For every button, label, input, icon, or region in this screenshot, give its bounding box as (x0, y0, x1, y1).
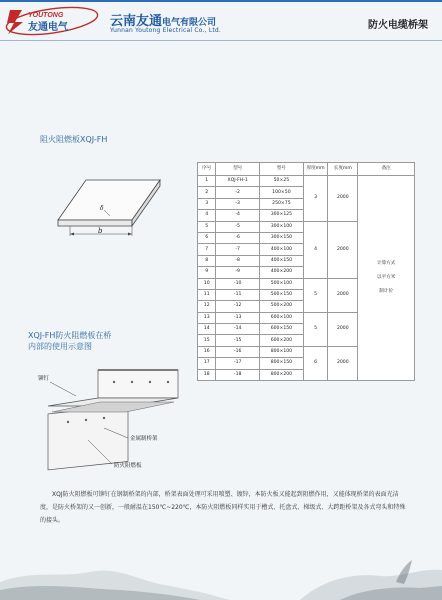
cell-no: 9 (198, 267, 216, 278)
cell-model: -18 (216, 369, 259, 380)
cell-model: -11 (216, 289, 259, 300)
cell-no: 5 (198, 221, 216, 232)
cell-no: 3 (198, 198, 216, 209)
company-name-main: 云南友通 (110, 14, 163, 29)
cell-no: 2 (198, 187, 216, 198)
cell-no: 4 (198, 210, 216, 221)
cell-size: 400×100 (259, 244, 303, 255)
cell-size: 250×75 (259, 198, 303, 209)
ink-landscape-decoration (0, 552, 442, 600)
cell-no: 7 (198, 244, 216, 255)
cell-no: 6 (198, 232, 216, 243)
cell-no: 8 (198, 255, 216, 266)
cell-model: -10 (216, 278, 259, 289)
cell-size: 600×200 (259, 335, 303, 346)
col-header: 长度mm (328, 163, 358, 176)
cell-model: -13 (216, 312, 259, 323)
spec-table (197, 162, 415, 381)
label-metal-tray: 金属制桥架 (130, 436, 158, 442)
cell-model: -2 (216, 187, 259, 198)
cell-model: XQJ-FH-1 (216, 176, 259, 187)
cell-size: 300×100 (259, 221, 303, 232)
cell-size: 100×50 (259, 187, 303, 198)
cell-length: 2000 (328, 346, 358, 380)
product-title: 阻火阻燃板XQJ-FH (40, 135, 108, 144)
cell-size: 500×150 (259, 289, 303, 300)
cell-model: -17 (216, 358, 259, 369)
spec-table-header (198, 163, 415, 176)
cell-no: 13 (198, 312, 216, 323)
remark-line: 制计价 (379, 289, 394, 295)
cell-no: 11 (198, 289, 216, 300)
cell-no: 18 (198, 369, 216, 380)
label-fire-board: 防火阻燃板 (114, 463, 142, 469)
col-header: 型号 (259, 163, 303, 176)
dim-label-thickness: δ (100, 205, 104, 212)
remark-line: 以平方米 (376, 275, 396, 281)
dim-label-width: b (98, 227, 103, 235)
table-row (198, 176, 415, 187)
cell-size: 300×125 (259, 210, 303, 221)
cell-thickness: 4 (303, 221, 327, 278)
cell-model: -16 (216, 346, 259, 357)
cell-model: -5 (216, 221, 259, 232)
tray-usage-drawing (28, 366, 188, 476)
cell-no: 16 (198, 346, 216, 357)
cell-model: -7 (216, 244, 259, 255)
company-logo (4, 6, 104, 36)
cell-length: 2000 (328, 312, 358, 346)
cell-model: -14 (216, 324, 259, 335)
cell-model: -12 (216, 301, 259, 312)
usage-title-line: 内部的使用示意图 (28, 342, 92, 351)
cell-model: -8 (216, 255, 259, 266)
cell-no: 12 (198, 301, 216, 312)
section-title: 防火电缆桥架 (368, 20, 428, 31)
cell-model: -9 (216, 267, 259, 278)
remark-line: 计算方式 (376, 261, 396, 267)
cell-size: 300×150 (259, 232, 303, 243)
cell-length: 2000 (328, 176, 358, 222)
logo-text-en: YOUTONG (28, 12, 64, 19)
cell-size: 400×150 (259, 255, 303, 266)
cell-size: 400×200 (259, 267, 303, 278)
company-name-suffix: 电气有限公司 (162, 18, 217, 28)
cell-thickness: 3 (303, 176, 327, 222)
cell-size: 500×100 (259, 278, 303, 289)
col-header: 序号 (198, 163, 216, 176)
cell-size: 600×150 (259, 324, 303, 335)
cell-model: -6 (216, 232, 259, 243)
cell-size: 800×100 (259, 346, 303, 357)
cell-size: 600×100 (259, 312, 303, 323)
company-name-en: Yunnan Youtong Electrical Co., Ltd. (110, 27, 222, 34)
cell-model: -3 (216, 198, 259, 209)
cell-length: 2000 (328, 278, 358, 312)
page-header (0, 2, 442, 41)
cell-no: 15 (198, 335, 216, 346)
col-header: 厚度mm (303, 163, 327, 176)
cell-no: 1 (198, 176, 216, 187)
cell-thickness: 5 (303, 312, 327, 346)
cell-size: 800×200 (259, 369, 303, 380)
cell-no: 17 (198, 358, 216, 369)
cell-thickness: 5 (303, 278, 327, 312)
col-header: 备注 (358, 163, 415, 176)
cell-remark (358, 176, 415, 381)
label-rivet: 铆钉 (38, 376, 50, 382)
cell-no: 10 (198, 278, 216, 289)
usage-title-line: XQJ-FH防火阻燃板在桥 (28, 331, 112, 340)
cell-size: 800×150 (259, 358, 303, 369)
col-header: 型号 (216, 163, 259, 176)
usage-title (28, 330, 111, 352)
description-paragraph: XQJ防火阻燃板可铆钉在钢制桥架的内部，桥架表面处理可采用喷塑、镀锌，本防火板又能起到阻燃作用，又能体现桥架的表面光洁度，是防火桥架的又一创新，一般耐温在150℃~220℃，本防火阻燃板同样实用于槽式、托盘式、梯级式、大跨距桥架及各式弯头和特殊的接头。 (40, 491, 406, 524)
cell-size: 50×25 (259, 176, 303, 187)
cell-model: -4 (216, 210, 259, 221)
logo-text-cn: 友通电气 (28, 22, 68, 33)
cell-model: -15 (216, 335, 259, 346)
cell-length: 2000 (328, 221, 358, 278)
cell-no: 14 (198, 324, 216, 335)
fire-board-drawing (40, 172, 170, 264)
cell-thickness: 6 (303, 346, 327, 380)
cell-size: 500×200 (259, 301, 303, 312)
